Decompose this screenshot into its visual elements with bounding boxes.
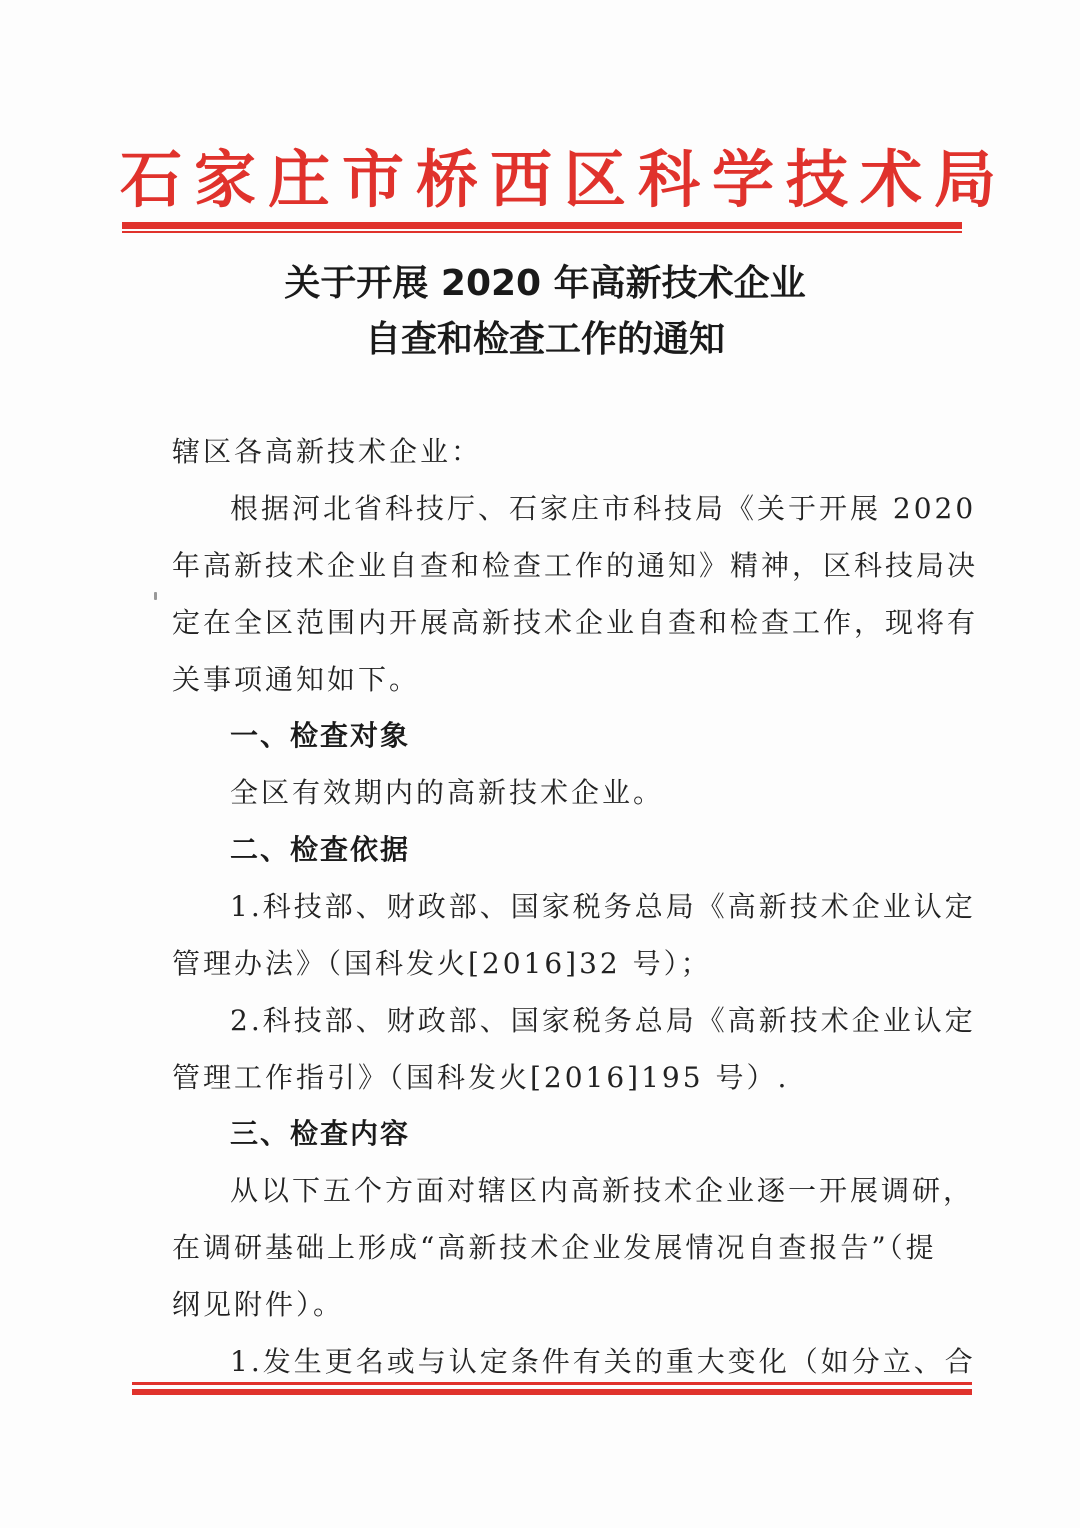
footer-red-rule-thick	[132, 1389, 972, 1395]
section-1-text: 全区有效期内的高新技术企业。	[230, 776, 665, 809]
footer-red-rule-thin	[132, 1382, 972, 1385]
document-title-line-2: 自查和检查工作的通知	[364, 319, 725, 360]
basis-1-line-2: 管理办法》（国科发火[2016]32 号）；	[172, 947, 712, 980]
basis-2-line-1: 2.科技部、财政部、国家税务总局《高新技术企业认定	[230, 1004, 976, 1037]
section-3-heading: 三、检查内容	[230, 1117, 411, 1150]
header-red-rule-thin	[122, 231, 962, 233]
header-red-rule-thick	[122, 222, 962, 229]
scan-speck	[154, 592, 157, 600]
section-3-line-2: 在调研基础上形成“高新技术企业发展情况自查报告”（提	[172, 1231, 937, 1264]
intro-line-4: 关事项通知如下。	[172, 663, 421, 696]
item-1-line: 1.发生更名或与认定条件有关的重大变化（如分立、合	[230, 1345, 976, 1378]
salutation: 辖区各高新技术企业：	[172, 435, 483, 468]
basis-2-line-2: 管理工作指引》（国科发火[2016]195 号）.	[172, 1061, 790, 1094]
section-3-line-1: 从以下五个方面对辖区内高新技术企业逐一开展调研，	[230, 1174, 975, 1207]
intro-line-2: 年高新技术企业自查和检查工作的通知》精神，区科技局决	[172, 549, 979, 582]
intro-line-1: 根据河北省科技厅、石家庄市科技局《关于开展 2020	[230, 492, 977, 525]
intro-line-3: 定在全区范围内开展高新技术企业自查和检查工作，现将有	[172, 606, 979, 639]
issuer-header: 石家庄市桥西区科学技术局	[120, 143, 1009, 216]
section-3-line-3: 纲见附件）。	[172, 1288, 345, 1321]
basis-1-line-1: 1.科技部、财政部、国家税务总局《高新技术企业认定	[230, 890, 976, 923]
document-title-line-1: 关于开展 2020 年高新技术企业	[284, 263, 806, 304]
section-1-heading: 一、检查对象	[230, 719, 411, 752]
section-2-heading: 二、检查依据	[230, 833, 411, 866]
